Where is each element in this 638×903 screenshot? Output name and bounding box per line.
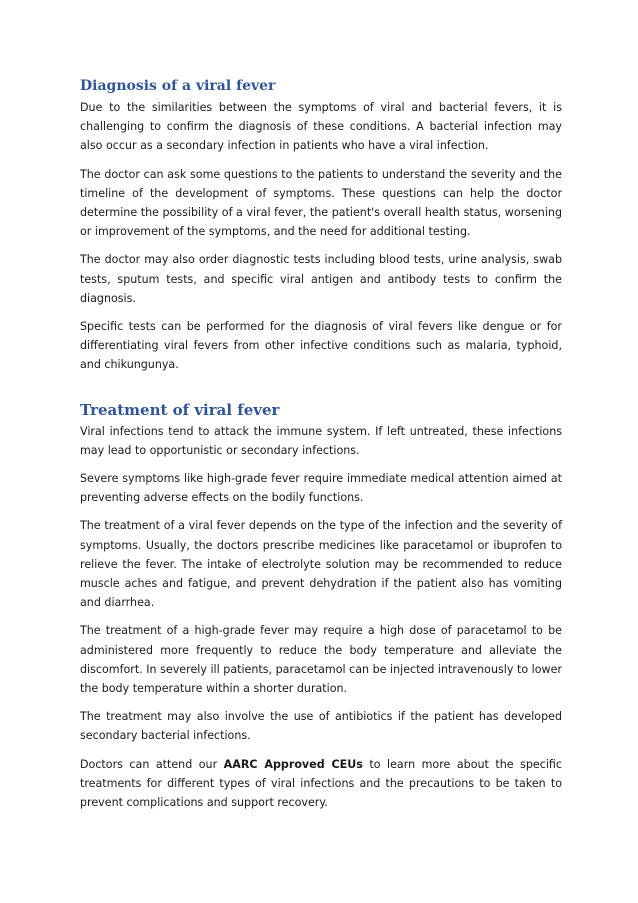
ceu-link-text: AARC Approved CEUs [223, 757, 363, 771]
paragraph-text: Doctors can attend our [80, 757, 224, 771]
paragraph: Viral infections tend to attack the immune system. If left untreated, these infections may lead to opportunistic or secondary infections. [80, 424, 562, 457]
paragraph: Severe symptoms like high-grade fever require immediate medical attention aimed at preventing adverse effects on the bodily functions. [80, 472, 562, 505]
paragraph: Specific tests can be performed for the diagnosis of viral fevers like dengue or for differentiating viral fevers from other infective conditions such as malaria, typhoid, and chikungunya. [80, 320, 562, 372]
paragraph: The treatment may also involve the use of antibiotics if the patient has developed secondary bacterial infections. [80, 710, 562, 743]
document-page [80, 72, 562, 821]
paragraph: Due to the similarities between the symptoms of viral and bacterial fevers, it is challenging to confirm the diagnosis of these conditions. A bacterial infection may also occur as a secondary infection in patients who have a viral infection. [80, 101, 562, 153]
paragraph-text: to learn more about the specific treatments for different types of viral infections and the precautions to be taken to prevent complications and support recovery. [80, 757, 563, 810]
section-heading-diagnosis: Diagnosis of a viral fever [80, 78, 276, 94]
paragraph: The doctor can ask some questions to the patients to understand the severity and the timeline of the development of symptoms. These questions can help the doctor determine the possibility of a viral fever, the patient's overall health status, worsening or improvement of the symptoms, and the need for additional testing. [80, 167, 562, 239]
paragraph: The doctor may also order diagnostic tests including blood tests, urine analysis, swab tests, sputum tests, and specific viral antigen and antibody tests to confirm the diagnosis. [80, 253, 562, 305]
paragraph: The treatment of a high-grade fever may require a high dose of paracetamol to be administered more frequently to reduce the body temperature and alleviate the discomfort. In severely ill patients, paracetamol can be injected intravenously to lower the body temperature within a shorter duration. [80, 624, 562, 696]
paragraph-ceu-promo [80, 755, 562, 813]
section-heading-treatment: Treatment of viral fever [80, 400, 280, 419]
paragraph: The treatment of a viral fever depends on the type of the infection and the severity of symptoms. Usually, the doctors prescribe medicines like paracetamol or ibuprofen to relieve the fever. The intake of electrolyte solution may be recommended to reduce muscle aches and fatigue, and prevent dehydration if the patient also has vomiting and diarrhea. [80, 519, 562, 610]
